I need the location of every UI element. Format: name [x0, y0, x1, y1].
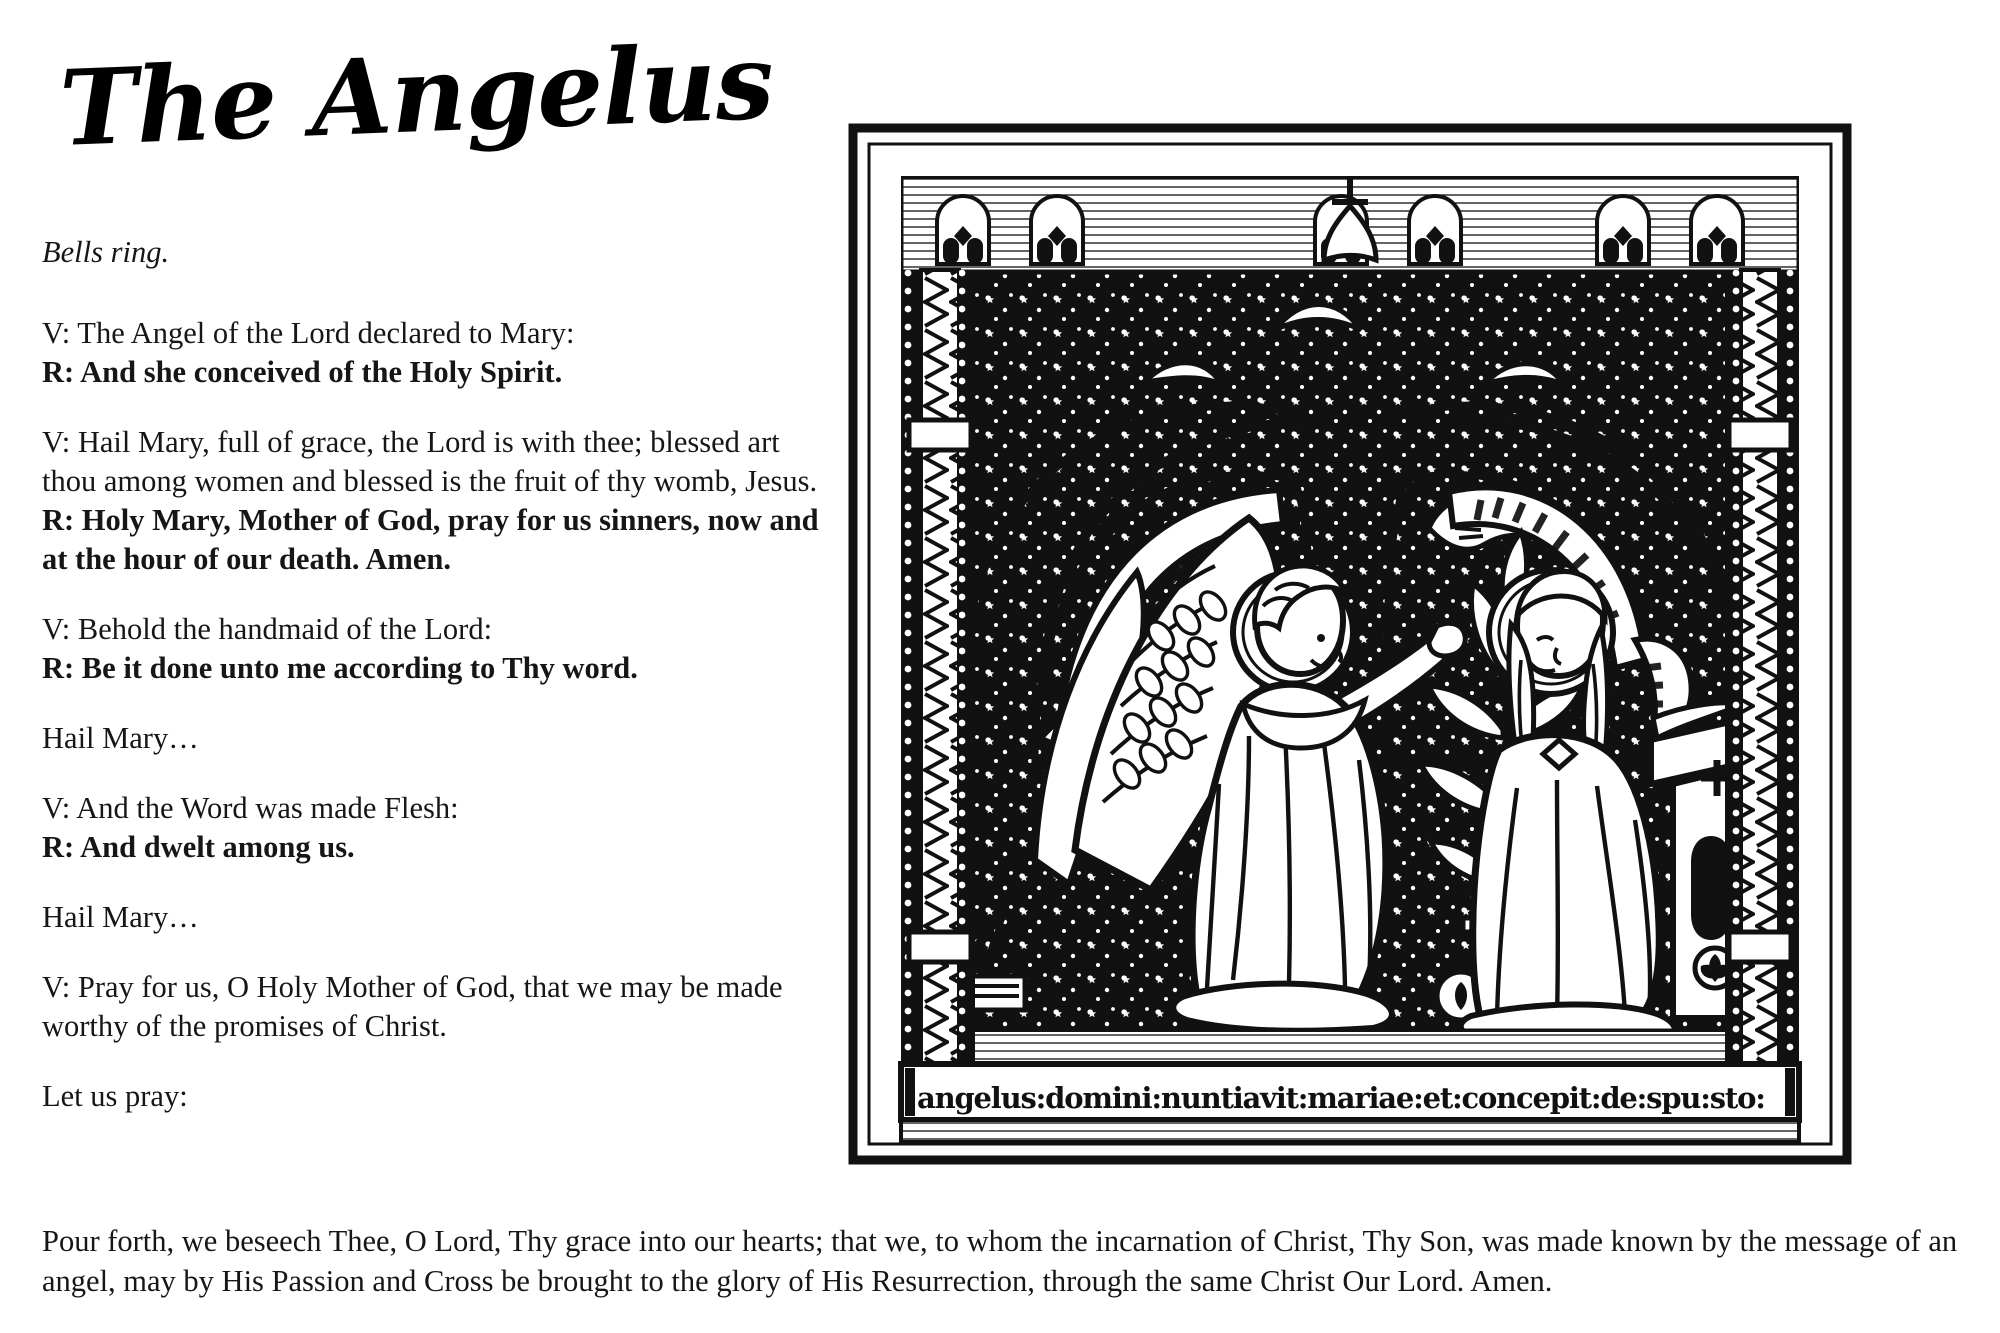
closing-prayer-paragraph: Pour forth, we beseech Thee, O Lord, Thy grace into our hearts; that we, to whom the incarnation of Christ, Thy Son, was made known by the message of an angel, may by His Passion and Cross be brought to the glory of His Resurrection, through the same Christ Our Lord. Amen.: [42, 1224, 1958, 1298]
instruction-line: Hail Mary…: [42, 721, 199, 756]
prayer-stanza: [42, 314, 832, 392]
response-line: R: And she conceived of the Holy Spirit.: [42, 355, 563, 390]
left-column-ornament: [901, 270, 975, 1064]
caption-band: [901, 1064, 1799, 1120]
prayer-text-column: [42, 235, 832, 1147]
right-column-ornament: [1725, 270, 1799, 1064]
response-line: R: And dwelt among us.: [42, 830, 355, 865]
prayer-stanza: [42, 1077, 832, 1116]
rubric-bells-ring: Bells ring.: [42, 235, 170, 269]
response-line: R: Holy Mary, Mother of God, pray for us sinners, now and at the hour of our death. Amen.: [42, 503, 819, 577]
prayer-stanza: [42, 423, 832, 579]
page-title: The Angelus: [57, 19, 776, 170]
response-line: R: Be it done unto me according to Thy word.: [42, 651, 638, 686]
versicle-line: V: Pray for us, O Holy Mother of God, that we may be made worthy of the promises of Christ.: [42, 970, 783, 1044]
prayer-stanza: [42, 898, 832, 937]
instruction-line: Hail Mary…: [42, 900, 199, 935]
stanza-list: [42, 314, 832, 1116]
prayer-stanza: [42, 610, 832, 688]
prayer-stanza: [42, 789, 832, 867]
caption-label: angelus:domini:nuntiavit:mariae:et:concepit:de:spu:sto:: [917, 1081, 1765, 1115]
versicle-line: V: Hail Mary, full of grace, the Lord is with thee; blessed art thou among women and blessed is the fruit of thy womb, Jesus.: [42, 425, 818, 499]
versicle-line: V: Behold the handmaid of the Lord:: [42, 612, 493, 647]
annunciation-illustration: [845, 120, 1855, 1168]
versicle-line: V: The Angel of the Lord declared to Mary:: [42, 316, 575, 350]
instruction-line: Let us pray:: [42, 1079, 188, 1114]
prayer-stanza: [42, 968, 832, 1046]
prayer-stanza: [42, 719, 832, 758]
versicle-line: V: And the Word was made Flesh:: [42, 791, 459, 826]
annunciation-engraving-svg: [845, 120, 1855, 1168]
